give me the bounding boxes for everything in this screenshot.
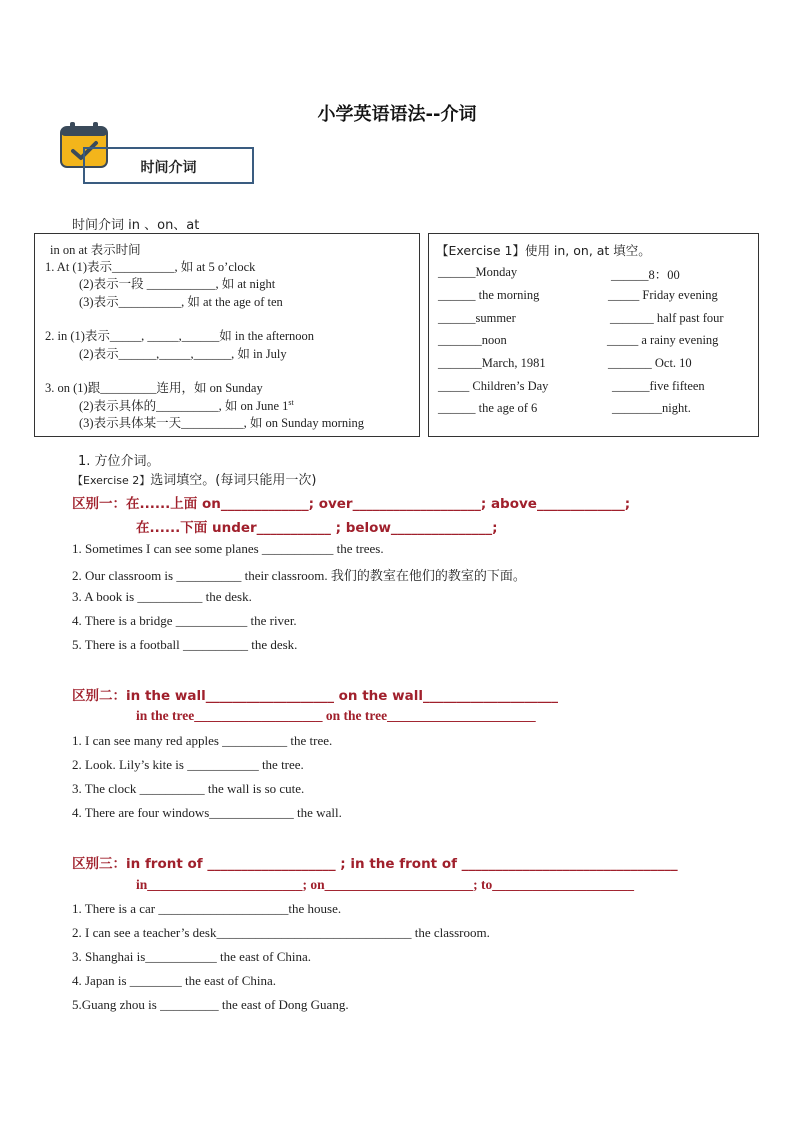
ex1-left-item: ______ the morning xyxy=(438,288,540,302)
ex1-left-item: ______ the age of 6 xyxy=(438,401,538,415)
diff1-question: 2. Our classroom is __________ their classroom. 我们的教室在他们的教室的下面。 xyxy=(72,568,526,583)
ex1-right-item: _______ half past four xyxy=(610,311,724,325)
diff1-question: 5. There is a football __________ the desk. xyxy=(72,637,298,652)
diff1-question: 3. A book is __________ the desk. xyxy=(72,589,252,604)
diff3-question: 3. Shanghai is___________ the east of China. xyxy=(72,949,312,964)
ex1-left-item: _______March, 1981 xyxy=(438,356,546,370)
at-rule-2: (2)表示一段 ___________, 如 at night xyxy=(79,277,276,291)
section2-heading: 1. 方位介词。 xyxy=(78,454,160,469)
ex1-left-item: ______summer xyxy=(438,311,516,325)
section-banner-title: 时间介词 xyxy=(140,160,197,176)
diff2-question: 2. Look. Lily’s kite is ___________ the tree. xyxy=(72,757,304,772)
ex1-left-item: ______Monday xyxy=(438,265,518,279)
exercise1-header: 【Exercise 1】使用 in, on, at 填空。 xyxy=(436,243,651,258)
intro-line: 时间介词 in 、on、at xyxy=(72,218,200,233)
diff3-question: 2. I can see a teacher’s desk______________________________ the classroom. xyxy=(72,925,490,940)
at-rule-3: (3)表示__________, 如 at the age of ten xyxy=(79,295,283,309)
diff1-line2: 在......下面 under___________ ; below_______________; xyxy=(136,520,498,536)
on-rule-3: (3)表示具体某一天__________, 如 on Sunday morning xyxy=(79,416,365,430)
at-rule-1: 1. At (1)表示__________, 如 at 5 o’clock xyxy=(45,260,256,274)
diff1-question: 4. There is a bridge ___________ the river. xyxy=(72,613,297,628)
exercise2-instruction: 【Exercise 2】选词填空。(每词只能用一次) xyxy=(72,473,317,488)
in-rule-1: 2. in (1)表示_____, _____,______如 in the afternoon xyxy=(45,329,315,343)
diff1-line1: 区别一：在......上面 on_____________; over___________________; above_____________; xyxy=(72,496,631,512)
diff2-question: 1. I can see many red apples __________ the tree. xyxy=(72,733,333,748)
diff3-question: 4. Japan is ________ the east of China. xyxy=(72,973,276,988)
diff2-line1: 区别二：in the wall___________________ on the wall____________________ xyxy=(72,688,558,704)
on-rule-2: (2)表示具体的__________, 如 on June 1st xyxy=(79,397,294,413)
ex1-right-item: ______five fifteen xyxy=(612,379,705,393)
box-heading: in on at 表示时间 xyxy=(50,243,141,257)
diff3-line2: in_______________________; on______________________; to_____________________ xyxy=(136,877,635,892)
ex1-right-item: ______8：00 xyxy=(611,268,680,282)
ex1-right-item: ________night. xyxy=(612,401,691,415)
diff3-question: 1. There is a car ____________________the house. xyxy=(72,901,342,916)
ex1-left-item: _____ Children’s Day xyxy=(438,379,549,393)
diff2-line2: in the tree___________________ on the tree______________________ xyxy=(136,708,536,723)
ex1-left-item: _______noon xyxy=(438,333,507,347)
in-rule-2: (2)表示______,_____,______, 如 in July xyxy=(79,347,287,361)
ex1-right-item: _____ a rainy evening xyxy=(607,333,719,347)
page-title: 小学英语语法--介词 xyxy=(317,104,477,125)
diff3-question: 5.Guang zhou is _________ the east of Dong Guang. xyxy=(72,997,349,1012)
ex1-right-item: _______ Oct. 10 xyxy=(608,356,692,370)
diff2-question: 4. There are four windows_____________ the wall. xyxy=(72,805,342,820)
on-rule-1: 3. on (1)跟_________连用，如 on Sunday xyxy=(45,381,263,395)
diff1-question: 1. Sometimes I can see some planes ___________ the trees. xyxy=(72,541,384,556)
diff3-line1: 区别三：in front of ___________________ ; in the front of ________________________________ xyxy=(72,856,678,872)
ex1-right-item: _____ Friday evening xyxy=(608,288,718,302)
diff2-question: 3. The clock __________ the wall is so cute. xyxy=(72,781,305,796)
